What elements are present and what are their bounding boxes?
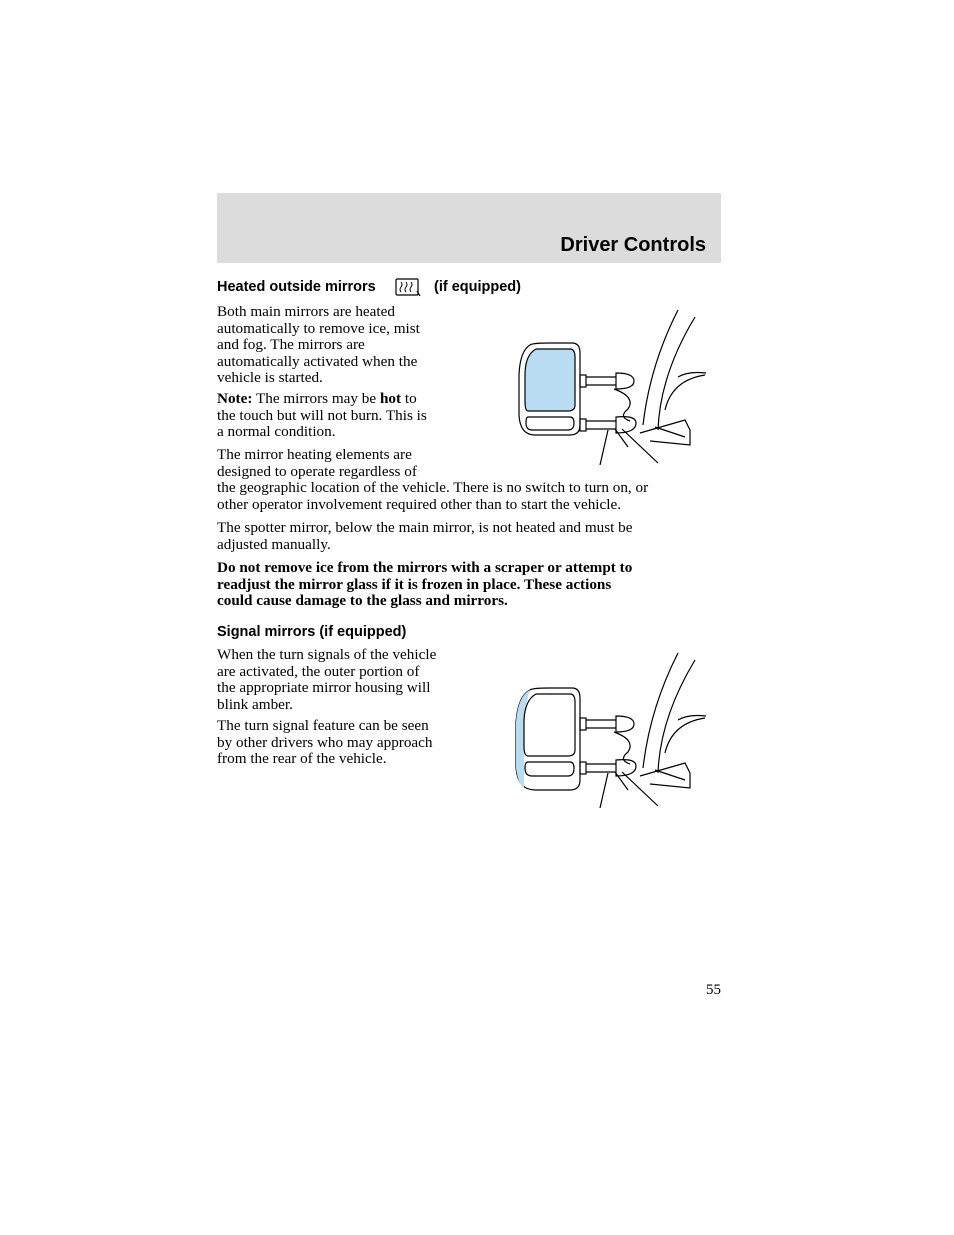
signal-mirrors-heading: Signal mirrors (if equipped) (217, 624, 407, 640)
heated-mirrors-heading-suffix: (if equipped) (434, 279, 521, 295)
text-line: a normal condition. (217, 423, 336, 440)
section-title: Driver Controls (560, 234, 706, 256)
heated-paragraph-4 (217, 520, 633, 553)
section-header-band (217, 193, 721, 263)
text-line: other operator involvement required other than to start the vehicle. (217, 495, 622, 513)
note-text-a: The mirrors may be (252, 390, 380, 407)
note-text-b: to (401, 390, 417, 407)
signal-mirror-illustration (510, 650, 710, 812)
note-bold-word: hot (379, 390, 402, 407)
heated-warning (217, 560, 632, 610)
heated-mirrors-heading-text: Heated outside mirrors (217, 279, 376, 295)
heated-paragraph-1 (217, 304, 420, 387)
signal-paragraph-2 (217, 718, 433, 768)
text-line: automatically to remove ice, mist (217, 319, 420, 337)
text-line: adjusted manually. (217, 535, 331, 553)
text-line: Both main mirrors are heated (217, 303, 395, 320)
heated-mirror-illustration (510, 305, 710, 467)
text-line: The mirror heating elements are (217, 446, 412, 463)
rear-defrost-icon (395, 278, 421, 298)
text-line: are activated, the outer portion of (217, 662, 420, 680)
signal-paragraph-1 (217, 647, 436, 713)
text-line: blink amber. (217, 695, 293, 713)
text-line: When the turn signals of the vehicle (217, 646, 437, 663)
text-line: The turn signal feature can be seen (217, 717, 429, 734)
text-line: the geographic location of the vehicle. There is no switch to turn on, or (217, 479, 649, 496)
text-line: and fog. The mirrors are (217, 336, 365, 353)
text-line (217, 391, 427, 408)
text-line: readjust the mirror glass if it is frozen in place. These actions (217, 575, 612, 593)
heated-mirrors-heading (217, 279, 376, 295)
text-line: by other drivers who may approach (217, 733, 433, 751)
heated-note (217, 391, 427, 441)
page-number: 55 (706, 982, 721, 998)
text-line: could cause damage to the glass and mirrors. (217, 592, 508, 609)
text-line: The spotter mirror, below the main mirror, is not heated and must be (217, 519, 633, 536)
text-line: from the rear of the vehicle. (217, 750, 387, 767)
text-line: the touch but will not burn. This is (217, 406, 427, 424)
text-line: automatically activated when the (217, 352, 418, 370)
text-line: the appropriate mirror housing will (217, 679, 431, 696)
note-label: Note: (217, 390, 253, 407)
text-line: designed to operate regardless of (217, 462, 417, 480)
text-line: Do not remove ice from the mirrors with a scraper or attempt to (217, 559, 633, 576)
text-line: vehicle is started. (217, 369, 323, 386)
